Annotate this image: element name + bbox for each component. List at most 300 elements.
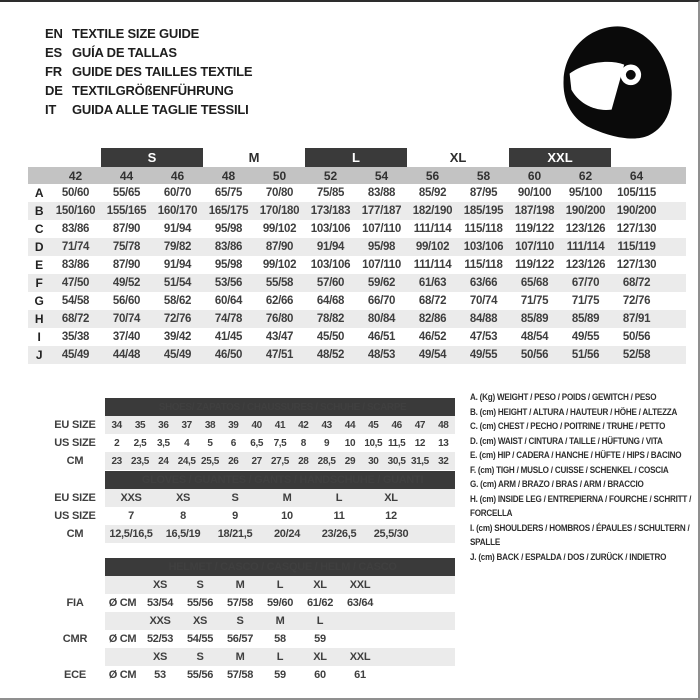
section-data-row	[28, 489, 455, 507]
size-value-cell: 27	[245, 452, 268, 470]
unit-cell	[105, 648, 140, 666]
size-value-cell: 61/63	[407, 274, 458, 292]
size-value-cell: 190/200	[560, 202, 611, 220]
size-value-cell: 32	[432, 452, 455, 470]
gloves-table-body	[28, 471, 455, 543]
size-value-cell: 95/100	[568, 187, 603, 199]
size-value-cell: 8	[300, 437, 306, 449]
size-value-cell: 12	[385, 510, 397, 522]
row-filler	[380, 594, 455, 612]
legend-item: F. (cm) TIGH / MUSLO / CUISSE / SCHENKEL / COSCIA	[470, 464, 669, 475]
standard-label	[28, 648, 105, 666]
helmet-table-body	[28, 558, 455, 684]
size-value-cell: 12,5/16,5	[105, 525, 157, 543]
size-value-cell: 44/48	[101, 346, 152, 364]
numeric-size-cell: 52	[305, 167, 356, 184]
language-row	[45, 43, 252, 62]
section-title: SHOES/ ZAPATOS / CHAUSSURES / SCHUHE / SCARPE	[105, 398, 455, 416]
standard-label: ECE	[28, 666, 105, 684]
size-value-cell: 54/55	[186, 633, 214, 645]
size-value-cell: 91/94	[305, 238, 356, 256]
size-value-cell: 60/64	[214, 295, 243, 307]
size-value-cell: XS	[180, 612, 220, 630]
size-group-row	[28, 148, 686, 167]
size-value-cell: 119/122	[515, 259, 554, 271]
row-filler	[380, 648, 455, 666]
size-value-cell: 47	[408, 416, 431, 434]
size-value-cell: 63/66	[458, 274, 509, 292]
main-size-table	[28, 148, 686, 364]
racing-helmet-icon	[554, 22, 674, 142]
size-value-cell: 99/102	[407, 238, 458, 256]
size-value-cell: 13	[438, 437, 449, 449]
row-label: CM	[28, 452, 105, 470]
size-value-cell: 79/82	[152, 238, 203, 256]
size-value-cell: S	[180, 576, 220, 594]
size-value-cell: 83/86	[61, 223, 90, 235]
row-letter: E	[35, 258, 43, 272]
size-value-cell: 31,5	[408, 452, 431, 470]
group-spacer	[28, 148, 101, 167]
size-value-cell: 85/89	[509, 310, 560, 328]
row-label: EU SIZE	[28, 416, 105, 434]
size-value-cell: L	[313, 489, 365, 507]
size-value-cell: 24,5	[175, 452, 198, 470]
size-value-cell: 8	[180, 510, 186, 522]
size-value-cell: 50/60	[61, 187, 90, 199]
legend-item: E. (cm) HIP / CADERA / HANCHE / HÜFTE / HIPS / BACINO	[470, 450, 682, 460]
size-value-cell: 82/86	[407, 310, 458, 328]
size-value-cell: 182/190	[407, 202, 458, 220]
row-filler	[417, 489, 455, 507]
size-value-cell: 115/119	[611, 238, 662, 256]
size-value-cell: 47/53	[469, 331, 498, 343]
size-value-cell: XS	[140, 576, 180, 594]
section-data-row	[28, 594, 455, 612]
size-value-cell: 45/50	[316, 331, 345, 343]
size-value-cell: 39/42	[163, 331, 192, 343]
language-row	[45, 100, 252, 119]
size-value-cell: 41	[268, 416, 291, 434]
size-value-cell: 44	[338, 416, 361, 434]
section-data-row	[28, 630, 455, 648]
size-value-cell: 62/66	[265, 295, 294, 307]
size-value-cell: 111/114	[413, 223, 452, 235]
measurement-row	[28, 202, 686, 220]
size-value-cell: 95/98	[214, 223, 243, 235]
size-value-cell: 55/56	[186, 669, 214, 681]
size-value-cell: 95/98	[214, 259, 243, 271]
size-value-cell: 70/74	[101, 310, 152, 328]
size-value-cell: 28,5	[315, 452, 338, 470]
size-value-cell: 26	[222, 452, 245, 470]
standard-label	[28, 576, 105, 594]
size-value-cell: 10	[344, 437, 356, 449]
size-value-cell: 187/198	[509, 202, 560, 220]
row-letter: A	[34, 186, 44, 200]
size-value-cell: L	[260, 648, 300, 666]
size-value-cell: 4	[184, 437, 190, 449]
size-value-cell: 177/187	[356, 202, 407, 220]
size-value-cell: 56/57	[226, 633, 254, 645]
numeric-size-cell: 62	[560, 167, 611, 184]
section-header-row	[28, 558, 455, 576]
size-value-cell: M	[220, 648, 260, 666]
size-value-cell: 53/56	[203, 274, 254, 292]
size-value-cell: L	[300, 612, 340, 630]
legend-item: H. (cm) INSIDE LEG / ENTREPIERNA / FOURCHE / SCHRITT / FORCELLA	[470, 493, 692, 518]
size-value-cell: 30	[362, 452, 385, 470]
standard-label	[28, 612, 105, 630]
size-value-cell: 53	[154, 669, 166, 681]
size-value-cell: 45/49	[152, 346, 203, 364]
row-filler	[662, 346, 686, 364]
size-value-cell: 190/200	[611, 202, 662, 220]
size-value-cell: 71/75	[571, 295, 600, 307]
size-value-cell: 71/75	[520, 295, 549, 307]
size-group-label: M	[248, 150, 260, 165]
size-value-cell: XL	[300, 648, 340, 666]
measurement-row	[28, 292, 686, 310]
section-header-row	[28, 471, 455, 489]
size-value-cell: 80/84	[356, 310, 407, 328]
measurement-row	[28, 184, 686, 202]
size-value-cell: 57/58	[226, 597, 254, 609]
size-value-cell: 51/56	[560, 346, 611, 364]
row-filler	[380, 576, 455, 594]
size-value-cell: 59/60	[266, 597, 294, 609]
size-value-cell: 57/58	[226, 669, 254, 681]
band-filler	[662, 167, 686, 184]
size-value-cell: 58/62	[163, 295, 192, 307]
size-value-cell: 66/70	[367, 295, 396, 307]
size-value-cell: 5	[207, 437, 213, 449]
size-value-cell: 83/86	[61, 259, 90, 271]
row-filler	[662, 310, 686, 328]
section-header-row	[28, 398, 455, 416]
size-value-cell: 35/38	[61, 331, 90, 343]
legend-item: A. (Kg) WEIGHT / PESO / POIDS / GEWITCH / PESO	[470, 392, 657, 402]
size-value-cell: 42	[292, 416, 315, 434]
size-value-cell: 99/102	[262, 223, 297, 235]
size-value-cell: 111/114	[413, 259, 452, 271]
shoes-table-body	[28, 398, 455, 470]
guide-title: TEXTILGRÖßENFÜHRUNG	[72, 83, 234, 98]
size-value-cell: 127/130	[616, 223, 657, 235]
size-value-cell: 55/65	[112, 187, 141, 199]
size-value-cell: 36	[152, 416, 175, 434]
size-group-label: L	[305, 148, 407, 167]
size-value-cell: 165/175	[203, 202, 254, 220]
row-filler	[417, 507, 455, 525]
legend-item: I. (cm) SHOULDERS / HOMBROS / ÉPAULES / SCHULTERN / SPALLE	[470, 522, 690, 547]
size-value-cell: 49/55	[571, 331, 600, 343]
measurement-row	[28, 238, 686, 256]
size-value-cell: 85/92	[418, 187, 447, 199]
measurement-row	[28, 274, 686, 292]
row-label: EU SIZE	[28, 489, 105, 507]
section-data-row	[28, 576, 455, 594]
legend-item: G. (cm) ARM / BRAZO / BRAS / ARM / BRACCIO	[470, 479, 644, 489]
size-value-cell: M	[260, 612, 300, 630]
section-data-row	[28, 452, 455, 470]
size-value-cell: 43/47	[265, 331, 294, 343]
size-value-cell: 48/54	[520, 331, 549, 343]
size-value-cell: 51/54	[152, 274, 203, 292]
size-value-cell: 23/26,5	[313, 525, 365, 543]
size-value-cell: 48/52	[305, 346, 356, 364]
section-data-row	[28, 612, 455, 630]
size-value-cell: 72/76	[622, 295, 651, 307]
size-value-cell: 34	[105, 416, 128, 434]
section-data-row	[28, 648, 455, 666]
size-value-cell: 111/114	[560, 238, 611, 256]
size-value-cell: 72/76	[152, 310, 203, 328]
size-value-cell: 90/100	[517, 187, 552, 199]
language-code: FR	[45, 64, 62, 79]
size-value-cell: 49/52	[101, 274, 152, 292]
row-letter: G	[34, 294, 44, 308]
language-row	[45, 62, 252, 81]
section-title: HELMET / CASCO / CASQUE / HELM / CASCO	[105, 558, 455, 576]
size-value-cell: 170/180	[254, 202, 305, 220]
size-value-cell: 67/70	[560, 274, 611, 292]
row-filler	[662, 220, 686, 238]
size-value-cell: 53/54	[146, 597, 174, 609]
gloves-size-table	[28, 471, 455, 543]
size-value-cell: 160/170	[152, 202, 203, 220]
section-data-row	[28, 507, 455, 525]
size-value-cell: 46	[385, 416, 408, 434]
size-value-cell: S	[180, 648, 220, 666]
size-value-cell: 87/91	[611, 310, 662, 328]
numeric-size-cell: 60	[509, 167, 560, 184]
size-value-cell: 54/58	[61, 295, 90, 307]
size-value-cell: 10,5	[364, 437, 383, 449]
row-filler	[662, 238, 686, 256]
size-value-cell: 68/72	[418, 295, 447, 307]
size-value-cell: 103/106	[458, 238, 509, 256]
size-value-cell: 57/60	[305, 274, 356, 292]
helmet-size-table	[28, 558, 455, 684]
size-value-cell: 85/89	[560, 310, 611, 328]
measurement-legend	[470, 390, 697, 564]
size-value-cell: 9	[324, 437, 330, 449]
size-value-cell: 60	[314, 669, 326, 681]
size-value-cell: 75/85	[316, 187, 345, 199]
size-value-cell: 55/56	[186, 597, 214, 609]
size-value-cell: 11	[333, 510, 345, 522]
size-value-cell: 87/95	[469, 187, 498, 199]
main-table-body	[28, 148, 686, 364]
size-value-cell: XXL	[340, 576, 380, 594]
size-value-cell: 115/118	[464, 259, 503, 271]
size-group-label: S	[101, 148, 203, 167]
row-label: US SIZE	[28, 434, 105, 452]
size-value-cell: 70/80	[265, 187, 294, 199]
size-value-cell: 65/75	[214, 187, 243, 199]
numeric-size-row	[28, 167, 686, 184]
size-value-cell: 150/160	[50, 202, 101, 220]
size-value-cell: 38	[198, 416, 221, 434]
measurement-row	[28, 328, 686, 346]
legend-item: D. (cm) WAIST / CINTURA / TAILLE / HÜFTUNG / VITA	[470, 435, 663, 446]
section-label-spacer	[28, 398, 105, 416]
guide-title: GUIDE DES TAILLES TEXTILE	[72, 64, 253, 79]
measurement-row	[28, 220, 686, 238]
size-value-cell: 7	[128, 510, 134, 522]
language-title-list	[45, 24, 252, 119]
size-value-cell: 56/60	[112, 295, 141, 307]
size-value-cell: 123/126	[565, 223, 606, 235]
size-value-cell: 91/94	[163, 223, 192, 235]
size-value-cell: 46/52	[418, 331, 447, 343]
size-value-cell: S	[209, 489, 261, 507]
size-value-cell: 48	[432, 416, 455, 434]
size-value-cell: 83/88	[367, 187, 396, 199]
row-label: US SIZE	[28, 507, 105, 525]
size-value-cell: 10	[281, 510, 293, 522]
section-data-row	[28, 434, 455, 452]
size-value-cell: 55/58	[254, 274, 305, 292]
size-value-cell: 61/62	[306, 597, 334, 609]
size-value-cell: 59	[314, 633, 326, 645]
unit-cell	[105, 576, 140, 594]
size-value-cell: 43	[315, 416, 338, 434]
size-value-cell: 41/45	[214, 331, 243, 343]
group-spacer	[611, 148, 686, 167]
language-row	[45, 81, 252, 100]
size-value-cell: 75/78	[101, 238, 152, 256]
size-value-cell: 60/70	[163, 187, 192, 199]
size-value-cell: 52/53	[146, 633, 174, 645]
size-value-cell: 37	[175, 416, 198, 434]
size-value-cell: 40	[245, 416, 268, 434]
size-value-cell: XL	[365, 489, 417, 507]
size-value-cell: 37/40	[112, 331, 141, 343]
size-value-cell: 49/54	[407, 346, 458, 364]
standard-label: CMR	[28, 630, 105, 648]
numeric-size-cell: 48	[203, 167, 254, 184]
row-filler	[380, 612, 455, 630]
size-value-cell: XXL	[340, 648, 380, 666]
numeric-size-cell: 64	[611, 167, 662, 184]
size-value-cell	[340, 630, 380, 648]
section-label-spacer	[28, 558, 105, 576]
unit-cell	[105, 612, 140, 630]
size-value-cell: 59/62	[356, 274, 407, 292]
size-value-cell: 16,5/19	[157, 525, 209, 543]
size-value-cell: 115/118	[464, 223, 503, 235]
size-value-cell: XXS	[105, 489, 157, 507]
size-value-cell: 11,5	[387, 437, 406, 449]
row-filler	[662, 328, 686, 346]
size-value-cell: 25,5/30	[365, 525, 417, 543]
size-value-cell: 61	[354, 669, 366, 681]
legend-item: B. (cm) HEIGHT / ALTURA / HAUTEUR / HÖHE / ALTEZZA	[470, 406, 678, 417]
size-value-cell: 59	[274, 669, 286, 681]
section-data-row	[28, 416, 455, 434]
size-value-cell: 185/195	[458, 202, 509, 220]
section-title: GLOVES / GUANTES / GANTS / HANDSCHUHE / GUANTI	[105, 471, 455, 489]
size-value-cell: 58	[274, 633, 286, 645]
size-value-cell: 107/110	[362, 223, 401, 235]
size-value-cell: XXS	[140, 612, 180, 630]
row-filler	[662, 202, 686, 220]
size-value-cell: 107/110	[362, 259, 401, 271]
size-value-cell: M	[261, 489, 313, 507]
size-value-cell: 84/88	[458, 310, 509, 328]
language-code: DE	[45, 83, 63, 98]
size-value-cell: 27,5	[268, 452, 291, 470]
size-value-cell: 119/122	[515, 223, 554, 235]
row-filler	[662, 184, 686, 202]
section-data-row	[28, 666, 455, 684]
standard-label: FIA	[28, 594, 105, 612]
size-value-cell: 83/86	[203, 238, 254, 256]
size-value-cell: XS	[157, 489, 209, 507]
size-value-cell: 35	[128, 416, 151, 434]
size-value-cell: 103/106	[310, 223, 351, 235]
size-value-cell: 68/72	[50, 310, 101, 328]
size-value-cell: 155/165	[101, 202, 152, 220]
size-value-cell: 50/56	[622, 331, 651, 343]
row-label: CM	[28, 525, 105, 543]
size-value-cell: 87/90	[112, 223, 141, 235]
row-letter: B	[28, 202, 50, 220]
size-value-cell: 3,5	[156, 437, 170, 449]
numeric-size-cell: 50	[254, 167, 305, 184]
legend-item: C. (cm) CHEST / PECHO / POITRINE / TRUHE / PETTO	[470, 421, 666, 431]
unit-cell: Ø CM	[108, 669, 137, 681]
size-value-cell: M	[220, 576, 260, 594]
size-value-cell: 6,5	[250, 437, 263, 449]
size-value-cell: 87/90	[112, 259, 141, 271]
row-filler	[380, 666, 455, 684]
row-filler	[662, 256, 686, 274]
size-value-cell: 48/53	[356, 346, 407, 364]
size-value-cell: 91/94	[163, 259, 192, 271]
size-value-cell: 123/126	[565, 259, 606, 271]
size-value-cell: 74/78	[203, 310, 254, 328]
numeric-size-cell: 46	[152, 167, 203, 184]
size-value-cell: 46/50	[203, 346, 254, 364]
size-value-cell: 45	[362, 416, 385, 434]
size-value-cell: 103/106	[310, 259, 351, 271]
size-value-cell: 9	[232, 510, 238, 522]
size-value-cell: 127/130	[616, 259, 657, 271]
size-value-cell: 28	[292, 452, 315, 470]
size-value-cell: 12	[414, 437, 426, 449]
size-value-cell: 52/58	[611, 346, 662, 364]
row-letter: H	[28, 310, 50, 328]
unit-cell: Ø CM	[108, 633, 137, 645]
size-value-cell: S	[220, 612, 260, 630]
numeric-size-cell: 54	[356, 167, 407, 184]
size-value-cell: 65/68	[509, 274, 560, 292]
shoes-size-table	[28, 398, 455, 470]
size-value-cell: 107/110	[509, 238, 560, 256]
size-value-cell: 20/24	[261, 525, 313, 543]
size-value-cell: 64/68	[316, 295, 345, 307]
row-filler	[417, 525, 455, 543]
size-value-cell: 68/72	[611, 274, 662, 292]
size-value-cell: 173/183	[305, 202, 356, 220]
legend-item: J. (cm) BACK / ESPALDA / DOS / ZURÜCK / INDIETRO	[470, 551, 667, 562]
size-value-cell: 49/55	[458, 346, 509, 364]
size-value-cell: 2,5	[133, 437, 147, 449]
row-letter: D	[28, 238, 50, 256]
